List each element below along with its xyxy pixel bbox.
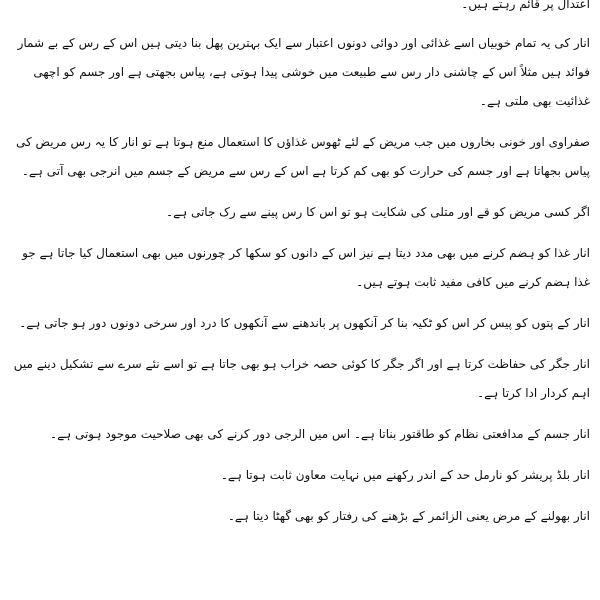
paragraph: صفراوی اور خونی بخاروں میں جب مریض کے لئے ٹھوس غذاؤں کا استعمال منع ہوتا ہے تو انار کا یہ رس مریض کی پیاس بجھاتا ہے اور جسم کی حرارت کو بھی کم کرتا ہے اس کے رس سے مریض کے جسم میں انرجی بھی آتی ہے۔ bbox=[16, 135, 590, 178]
article-body bbox=[12, 0, 590, 531]
paragraph: انار جسم کے مدافعتی نظام کو طاقتور بناتا ہے۔ اس میں الرجی دور کرنے کی بھی صلاحیت موجود ہوتی ہے۔ bbox=[50, 427, 590, 441]
paragraph: اعتدال پر قائم رہتے ہیں۔ bbox=[461, 0, 590, 11]
paragraph: انار جگر کی حفاظت کرتا ہے اور اگر جگر کا کوئی حصہ خراب ہو بھی جاتا ہے تو اسے نئے سرے سے تشکیل دینے میں اہم کردار ادا کرتا ہے۔ bbox=[13, 357, 590, 400]
paragraph: انار غذا کو ہضم کرنے میں بھی مدد دیتا ہے نیز اس کے دانوں کو سکھا کر چورنوں میں بھی استعمال کیا جاتا ہے جو غذا ہضم کرنے میں کافی مفید ثابت ہوتے ہیں۔ bbox=[22, 246, 590, 289]
paragraph: اگر کسی مریض کو قے اور متلی کی شکایت ہو تو اس کا رس پینے سے رک جاتی ہے۔ bbox=[166, 205, 590, 219]
paragraph: انار کے پتوں کو پیس کر اس کو ٹکیہ بنا کر آنکھوں پر باندھنے سے آنکھوں کا درد اور سرخی دونوں دور ہو جاتی ہے۔ bbox=[19, 316, 590, 330]
paragraph: انار بلڈ پریشر کو نارمل حد کے اندر رکھنے میں نہایت معاون ثابت ہوتا ہے۔ bbox=[220, 468, 590, 482]
paragraph: انار کی یہ تمام خوبیاں اسے غذائی اور دوائی دونوں اعتبار سے ایک بہترین پھل بنا دیتی ہیں اس کے رس کے بے شمار فوائد ہیں مثلاً اس کے چاشنی دار رس سے طبیعت میں خوشی پیدا ہوتی ہے، پیاس بجھتی ہے اور جسم کو اچھی غذائیت بھی ملتی ہے۔ bbox=[17, 36, 590, 108]
paragraph: انار بھولنے کے مرض یعنی الزائمر کے بڑھنے کی رفتار کو بھی گھٹا دیتا ہے۔ bbox=[227, 509, 590, 523]
